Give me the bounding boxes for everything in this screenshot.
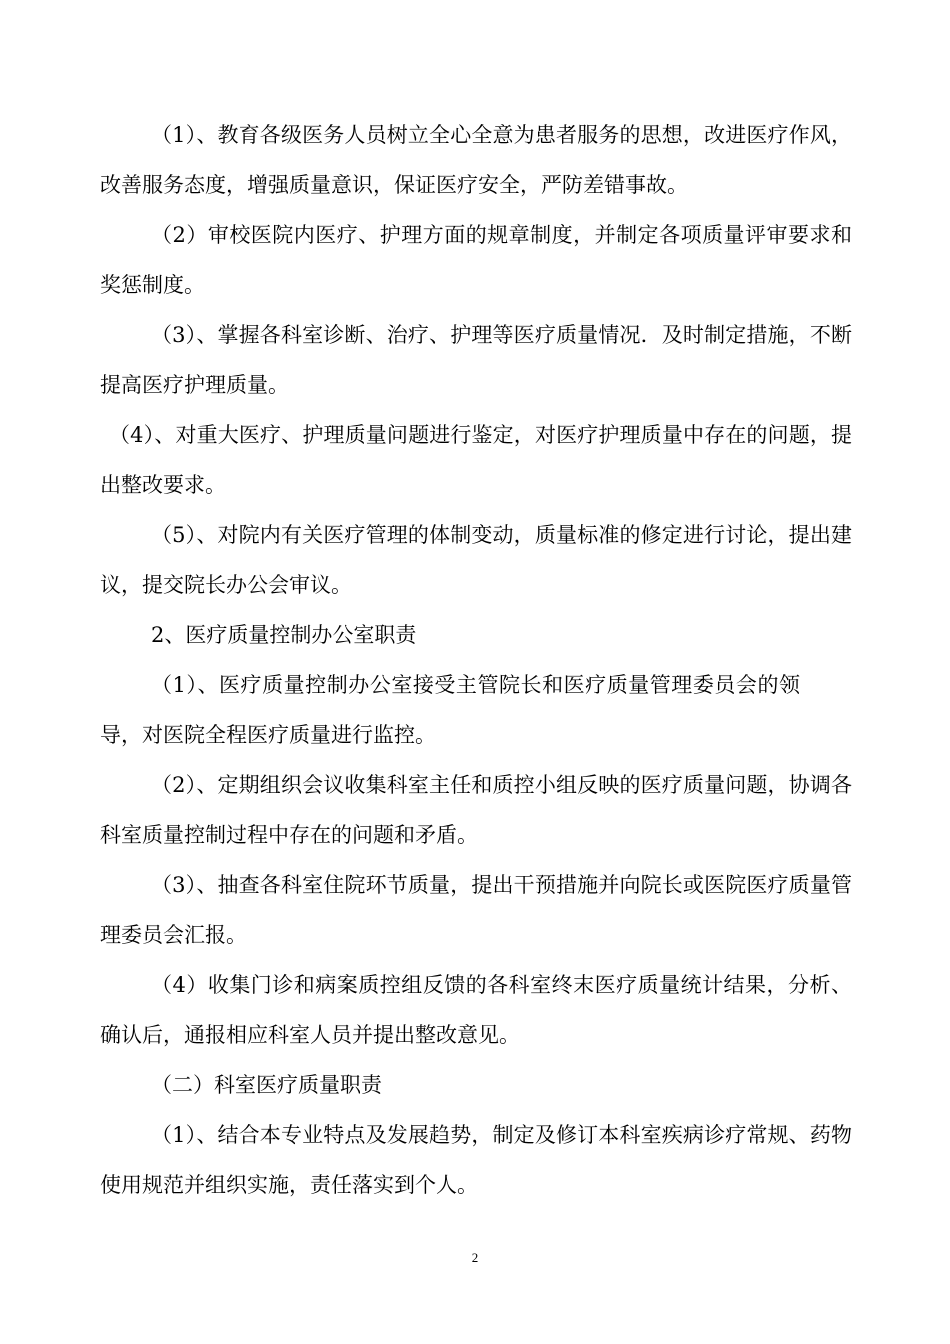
paragraph-8: （3）、抽查各科室住院环节质量，提出干预措施并向院长或医院医疗质量管理委员会汇报。 xyxy=(100,873,852,947)
paragraph-5: （5）、对院内有关医疗管理的体制变动，质量标准的修定进行讨论，提出建议，提交院长办公会审议。 xyxy=(100,523,852,597)
paragraph-6: （1）、医疗质量控制办公室接受主管院长和医疗质量管理委员会的领导，对医院全程医疗质量进行监控。 xyxy=(100,673,800,747)
paragraph-7: （2）、定期组织会议收集科室主任和质控小组反映的医疗质量问题，协调各科室质量控制过程中存在的问题和矛盾。 xyxy=(100,773,852,847)
paragraph-4: （4）、对重大医疗、护理质量问题进行鉴定，对医疗护理质量中存在的问题，提出整改要求。 xyxy=(100,423,852,497)
page-number: 2 xyxy=(471,1250,479,1265)
section-heading-quality-control-office: 2、医疗质量控制办公室职责 xyxy=(151,623,417,647)
paragraph-9: （4）收集门诊和病案质控组反馈的各科室终末医疗质量统计结果，分析、确认后，通报相应科室人员并提出整改意见。 xyxy=(100,973,852,1047)
paragraph-3: （3）、掌握各科室诊断、治疗、护理等医疗质量情况．及时制定措施，不断提高医疗护理质量。 xyxy=(100,323,852,397)
paragraph-10: （1）、结合本专业特点及发展趋势，制定及修订本科室疾病诊疗常规、药物使用规范并组织实施，责任落实到个人。 xyxy=(100,1123,852,1197)
section-heading-department-duties: （二）科室医疗质量职责 xyxy=(151,1073,382,1097)
paragraph-2: （2）审校医院内医疗、护理方面的规章制度，并制定各项质量评审要求和奖惩制度。 xyxy=(100,223,852,297)
paragraph-1: （1）、教育各级医务人员树立全心全意为患者服务的思想，改进医疗作风，改善服务态度，增强质量意识，保证医疗安全，严防差错事故。 xyxy=(100,123,852,197)
